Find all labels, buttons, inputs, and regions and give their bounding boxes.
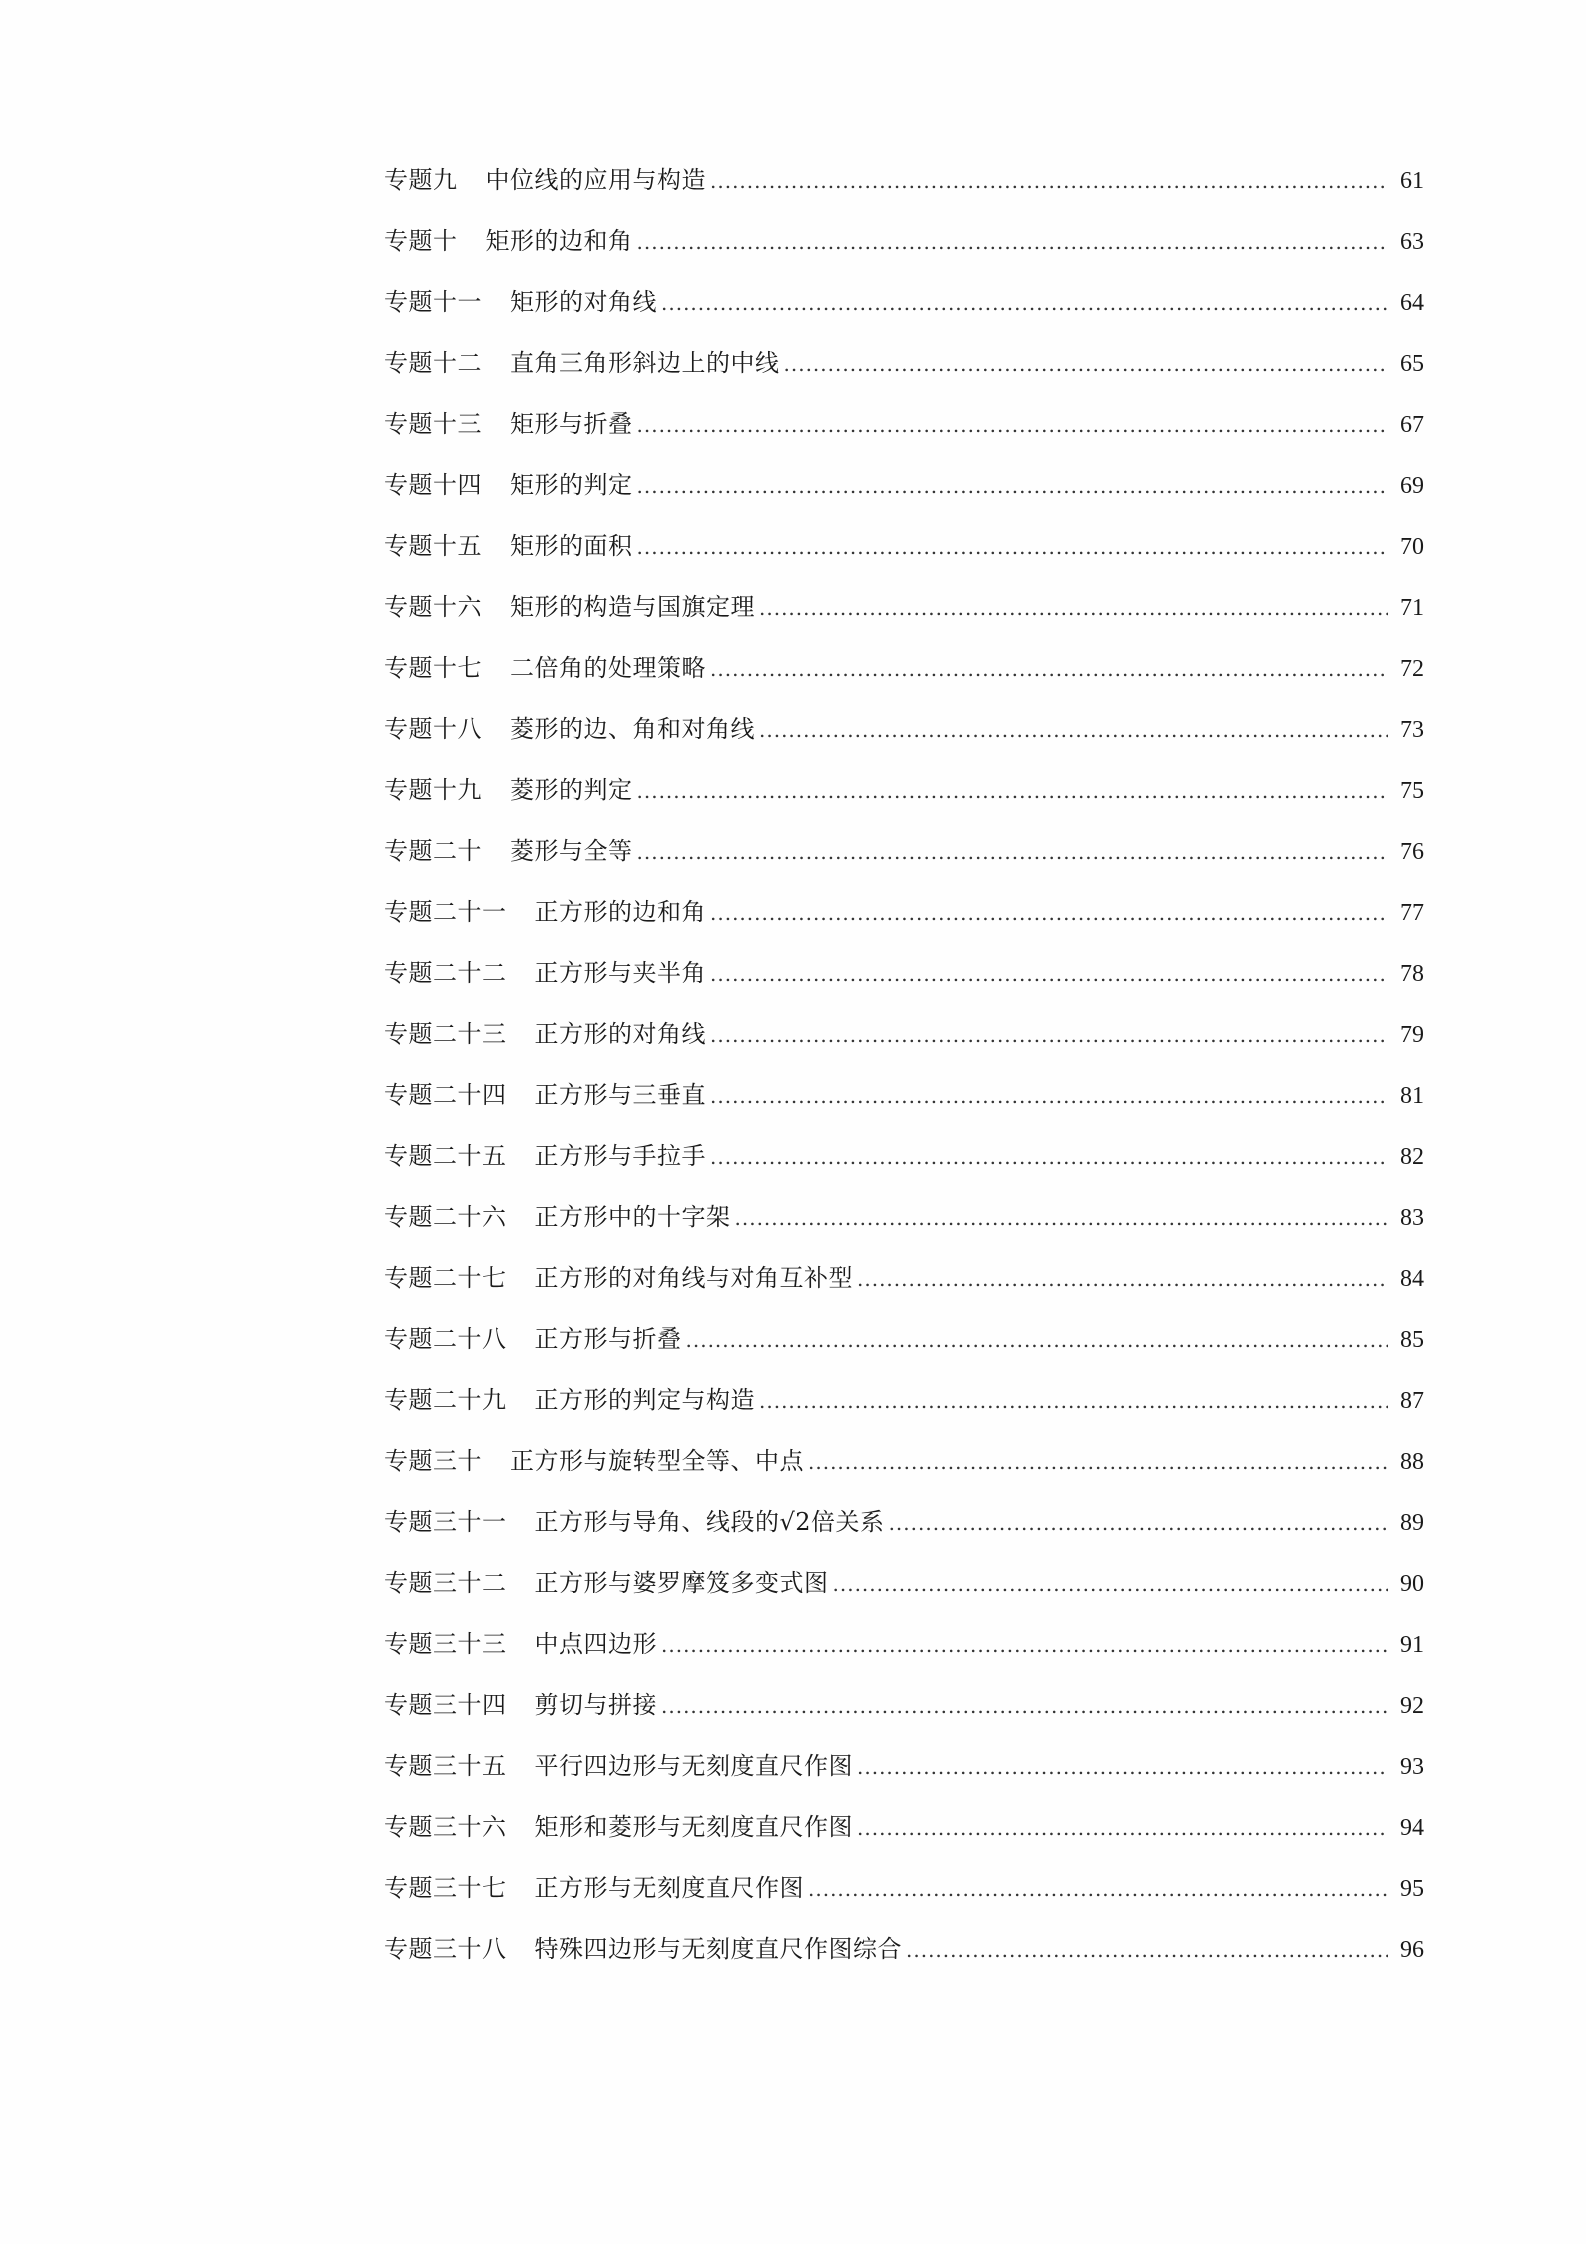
toc-entry-title: 正方形与旋转型全等、中点 — [510, 1447, 804, 1475]
toc-dot-leader — [784, 334, 1389, 395]
toc-entry-title: 正方形的边和角 — [534, 898, 706, 926]
toc-entry-title: 正方形与折叠 — [534, 1325, 682, 1353]
toc-page-number: 88 — [1400, 1449, 1424, 1475]
toc-page-number: 92 — [1400, 1693, 1424, 1719]
toc-entry-title: 正方形与三垂直 — [534, 1081, 706, 1109]
toc-entry[interactable] — [384, 1492, 1424, 1553]
toc-page-number: 85 — [1400, 1327, 1424, 1353]
toc-dot-leader — [906, 1920, 1388, 1981]
toc-entry-label: 专题二十八 — [384, 1325, 507, 1353]
toc-entry[interactable] — [384, 638, 1424, 699]
toc-entry-title: 正方形的对角线 — [534, 1020, 706, 1048]
toc-dot-leader — [857, 1249, 1388, 1310]
toc-entry-title: 矩形和菱形与无刻度直尺作图 — [534, 1813, 853, 1841]
toc-entry-label: 专题三十 — [384, 1447, 482, 1475]
toc-dot-leader — [808, 1859, 1388, 1920]
toc-entry-title: 剪切与拼接 — [534, 1691, 657, 1719]
toc-entry[interactable] — [384, 882, 1424, 943]
toc-dot-leader — [889, 1493, 1388, 1554]
toc-entry-label: 专题十二 — [384, 349, 482, 377]
toc-entry-label: 专题三十八 — [384, 1935, 507, 1963]
toc-dot-leader — [661, 1676, 1388, 1737]
toc-page-number: 73 — [1400, 717, 1424, 743]
toc-entry-title: 菱形与全等 — [510, 837, 633, 865]
toc-dot-leader — [710, 1127, 1388, 1188]
toc-dot-leader — [833, 1554, 1389, 1615]
toc-entry-label: 专题二十二 — [384, 959, 507, 987]
toc-dot-leader — [637, 212, 1389, 273]
toc-entry-title: 正方形与导角、线段的√2倍关系 — [534, 1508, 885, 1536]
toc-entry[interactable] — [384, 211, 1424, 272]
toc-dot-leader — [637, 456, 1389, 517]
toc-dot-leader — [637, 761, 1389, 822]
toc-entry-title: 特殊四边形与无刻度直尺作图综合 — [534, 1935, 902, 1963]
toc-page-number: 71 — [1400, 595, 1424, 621]
toc-entry-title: 矩形的构造与国旗定理 — [510, 593, 755, 621]
toc-dot-leader — [857, 1737, 1388, 1798]
toc-entry[interactable] — [384, 516, 1424, 577]
toc-entry-title: 中位线的应用与构造 — [485, 166, 706, 194]
toc-dot-leader — [710, 883, 1388, 944]
toc-dot-leader — [710, 1066, 1388, 1127]
toc-dot-leader — [710, 639, 1388, 700]
toc-page-number: 96 — [1400, 1937, 1424, 1963]
toc-entry-title: 正方形的判定与构造 — [534, 1386, 755, 1414]
toc-dot-leader — [857, 1798, 1388, 1859]
toc-entry[interactable] — [384, 821, 1424, 882]
toc-entry[interactable] — [384, 272, 1424, 333]
toc-dot-leader — [808, 1432, 1388, 1493]
toc-dot-leader — [735, 1188, 1389, 1249]
toc-entry-label: 专题三十一 — [384, 1508, 507, 1536]
toc-dot-leader — [710, 151, 1388, 212]
toc-entry[interactable] — [384, 1553, 1424, 1614]
toc-page-number: 72 — [1400, 656, 1424, 682]
toc-entry-label: 专题十三 — [384, 410, 482, 438]
toc-page-number: 69 — [1400, 473, 1424, 499]
toc-page-number: 90 — [1400, 1571, 1424, 1597]
toc-entry[interactable] — [384, 1919, 1424, 1980]
toc-entry[interactable] — [384, 150, 1424, 211]
toc-entry[interactable] — [384, 1797, 1424, 1858]
toc-page-number: 78 — [1400, 961, 1424, 987]
toc-page-number: 79 — [1400, 1022, 1424, 1048]
toc-entry-title: 矩形的面积 — [510, 532, 633, 560]
toc-entry-label: 专题三十六 — [384, 1813, 507, 1841]
table-of-contents — [384, 150, 1424, 1980]
toc-entry-title: 二倍角的处理策略 — [510, 654, 706, 682]
toc-entry[interactable] — [384, 1248, 1424, 1309]
toc-entry-label: 专题三十三 — [384, 1630, 507, 1658]
toc-page-number: 84 — [1400, 1266, 1424, 1292]
toc-entry-label: 专题三十五 — [384, 1752, 507, 1780]
toc-entry-label: 专题十四 — [384, 471, 482, 499]
toc-entry-title: 正方形与无刻度直尺作图 — [534, 1874, 804, 1902]
toc-entry[interactable] — [384, 455, 1424, 516]
toc-entry[interactable] — [384, 760, 1424, 821]
toc-dot-leader — [661, 1615, 1388, 1676]
toc-dot-leader — [759, 578, 1388, 639]
toc-dot-leader — [637, 822, 1389, 883]
toc-entry[interactable] — [384, 943, 1424, 1004]
toc-entry[interactable] — [384, 1614, 1424, 1675]
toc-dot-leader — [759, 1371, 1388, 1432]
toc-entry[interactable] — [384, 1370, 1424, 1431]
toc-entry-title: 菱形的判定 — [510, 776, 633, 804]
toc-entry[interactable] — [384, 577, 1424, 638]
toc-entry-title: 平行四边形与无刻度直尺作图 — [534, 1752, 853, 1780]
toc-page-number: 93 — [1400, 1754, 1424, 1780]
toc-entry[interactable] — [384, 699, 1424, 760]
toc-entry[interactable] — [384, 1187, 1424, 1248]
toc-entry-title: 正方形与手拉手 — [534, 1142, 706, 1170]
toc-page-number: 67 — [1400, 412, 1424, 438]
toc-page-number: 65 — [1400, 351, 1424, 377]
toc-dot-leader — [759, 700, 1388, 761]
toc-entry-label: 专题九 — [384, 166, 458, 194]
toc-entry-label: 专题二十九 — [384, 1386, 507, 1414]
toc-entry-label: 专题二十三 — [384, 1020, 507, 1048]
toc-page-number: 77 — [1400, 900, 1424, 926]
toc-page-number: 91 — [1400, 1632, 1424, 1658]
toc-entry-label: 专题二十一 — [384, 898, 507, 926]
toc-entry-title: 直角三角形斜边上的中线 — [510, 349, 780, 377]
toc-page-number: 83 — [1400, 1205, 1424, 1231]
toc-page-number: 94 — [1400, 1815, 1424, 1841]
toc-page-number: 82 — [1400, 1144, 1424, 1170]
toc-entry[interactable] — [384, 1431, 1424, 1492]
toc-page-number: 70 — [1400, 534, 1424, 560]
toc-entry-title: 矩形的对角线 — [510, 288, 657, 316]
toc-entry-title: 矩形的边和角 — [485, 227, 633, 255]
toc-entry[interactable] — [384, 1675, 1424, 1736]
toc-page-number: 75 — [1400, 778, 1424, 804]
toc-dot-leader — [661, 273, 1388, 334]
toc-page-number: 76 — [1400, 839, 1424, 865]
toc-entry-label: 专题十七 — [384, 654, 482, 682]
toc-entry-label: 专题十一 — [384, 288, 482, 316]
toc-entry[interactable] — [384, 1858, 1424, 1919]
toc-dot-leader — [637, 395, 1389, 456]
toc-entry-title: 矩形与折叠 — [510, 410, 633, 438]
toc-dot-leader — [710, 944, 1388, 1005]
toc-dot-leader — [710, 1005, 1388, 1066]
toc-dot-leader — [686, 1310, 1389, 1371]
toc-page-number: 63 — [1400, 229, 1424, 255]
toc-entry[interactable] — [384, 1004, 1424, 1065]
toc-entry-label: 专题三十二 — [384, 1569, 507, 1597]
toc-entry-title: 正方形与婆罗摩笈多变式图 — [534, 1569, 829, 1597]
toc-page-number: 87 — [1400, 1388, 1424, 1414]
toc-entry-label: 专题二十五 — [384, 1142, 507, 1170]
toc-entry-title: 正方形与夹半角 — [534, 959, 706, 987]
toc-page-number: 89 — [1400, 1510, 1424, 1536]
toc-entry-label: 专题二十六 — [384, 1203, 507, 1231]
toc-entry[interactable] — [384, 394, 1424, 455]
toc-page-number: 95 — [1400, 1876, 1424, 1902]
toc-entry-title: 正方形中的十字架 — [534, 1203, 731, 1231]
toc-entry-label: 专题十 — [384, 227, 458, 255]
toc-entry-title: 矩形的判定 — [510, 471, 633, 499]
toc-entry-label: 专题十九 — [384, 776, 482, 804]
toc-dot-leader — [637, 517, 1389, 578]
toc-entry[interactable] — [384, 1736, 1424, 1797]
toc-page-number: 64 — [1400, 290, 1424, 316]
toc-page-number: 81 — [1400, 1083, 1424, 1109]
toc-entry-label: 专题十六 — [384, 593, 482, 621]
toc-entry-label: 专题二十七 — [384, 1264, 507, 1292]
toc-entry-label: 专题二十 — [384, 837, 482, 865]
toc-entry-label: 专题十五 — [384, 532, 482, 560]
toc-entry-label: 专题三十四 — [384, 1691, 507, 1719]
toc-entry-title: 菱形的边、角和对角线 — [510, 715, 755, 743]
toc-entry[interactable] — [384, 1126, 1424, 1187]
toc-entry-title: 正方形的对角线与对角互补型 — [534, 1264, 853, 1292]
toc-entry-title: 中点四边形 — [534, 1630, 657, 1658]
toc-entry-label: 专题二十四 — [384, 1081, 507, 1109]
toc-entry[interactable] — [384, 1309, 1424, 1370]
toc-entry-label: 专题三十七 — [384, 1874, 507, 1902]
toc-entry[interactable] — [384, 1065, 1424, 1126]
toc-page-number: 61 — [1400, 168, 1424, 194]
toc-entry[interactable] — [384, 333, 1424, 394]
toc-entry-label: 专题十八 — [384, 715, 482, 743]
